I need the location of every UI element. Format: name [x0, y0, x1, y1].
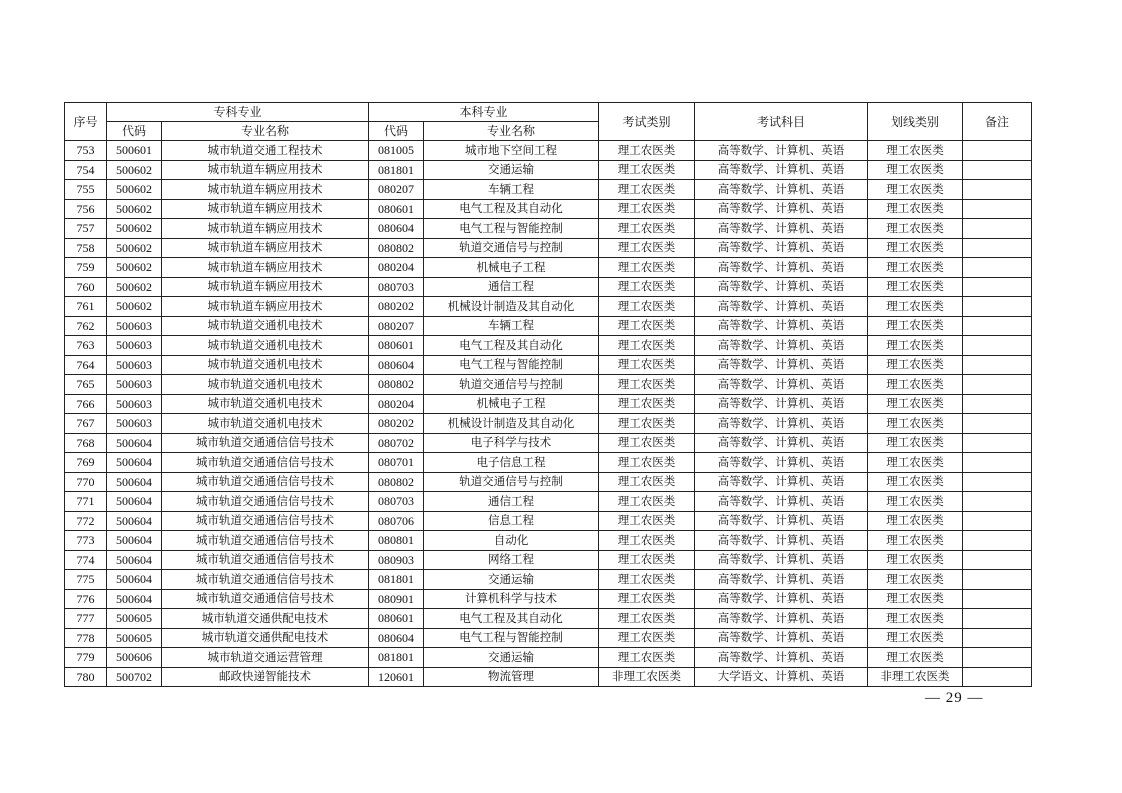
cell-exam-subjects: 高等数学、计算机、英语: [695, 394, 868, 414]
cell-line-type: 理工农医类: [868, 609, 963, 629]
header-seq: 序号: [65, 103, 107, 141]
cell-line-type: 理工农医类: [868, 628, 963, 648]
cell-zhuanke-code: 500602: [107, 258, 162, 278]
cell-seq: 754: [65, 160, 107, 180]
cell-seq: 758: [65, 238, 107, 258]
cell-seq: 779: [65, 648, 107, 668]
cell-line-type: 理工农医类: [868, 355, 963, 375]
cell-seq: 768: [65, 433, 107, 453]
cell-line-type: 理工农医类: [868, 219, 963, 239]
table-row: [65, 375, 1032, 395]
cell-benke-code: 081801: [369, 160, 424, 180]
cell-benke-name: 机械设计制造及其自动化: [424, 297, 599, 317]
cell-remark: [963, 648, 1032, 668]
cell-remark: [963, 160, 1032, 180]
cell-zhuanke-name: 城市轨道交通机电技术: [162, 316, 369, 336]
cell-benke-name: 电气工程及其自动化: [424, 336, 599, 356]
cell-remark: [963, 199, 1032, 219]
cell-seq: 772: [65, 511, 107, 531]
cell-seq: 777: [65, 609, 107, 629]
admission-table: [64, 102, 1032, 687]
cell-benke-code: 080604: [369, 628, 424, 648]
cell-exam-type: 理工农医类: [599, 316, 695, 336]
cell-zhuanke-name: 城市轨道交通通信信号技术: [162, 472, 369, 492]
cell-line-type: 理工农医类: [868, 180, 963, 200]
cell-zhuanke-code: 500603: [107, 375, 162, 395]
cell-zhuanke-name: 城市轨道交通机电技术: [162, 394, 369, 414]
cell-zhuanke-code: 500601: [107, 141, 162, 161]
cell-benke-name: 网络工程: [424, 550, 599, 570]
cell-zhuanke-name: 邮政快递智能技术: [162, 667, 369, 687]
table-body: [65, 141, 1032, 687]
header-benke-name: 专业名称: [424, 122, 599, 141]
cell-exam-type: 理工农医类: [599, 258, 695, 278]
cell-line-type: 非理工农医类: [868, 667, 963, 687]
cell-line-type: 理工农医类: [868, 297, 963, 317]
cell-line-type: 理工农医类: [868, 375, 963, 395]
cell-benke-code: 080901: [369, 589, 424, 609]
cell-zhuanke-code: 500604: [107, 550, 162, 570]
cell-exam-type: 理工农医类: [599, 589, 695, 609]
cell-benke-name: 交通运输: [424, 570, 599, 590]
cell-remark: [963, 531, 1032, 551]
cell-exam-subjects: 高等数学、计算机、英语: [695, 141, 868, 161]
cell-exam-subjects: 高等数学、计算机、英语: [695, 219, 868, 239]
cell-exam-subjects: 高等数学、计算机、英语: [695, 472, 868, 492]
table-row: [65, 609, 1032, 629]
cell-benke-code: 080801: [369, 531, 424, 551]
cell-zhuanke-code: 500603: [107, 316, 162, 336]
cell-exam-subjects: 高等数学、计算机、英语: [695, 199, 868, 219]
cell-line-type: 理工农医类: [868, 160, 963, 180]
cell-exam-type: 理工农医类: [599, 472, 695, 492]
table-row: [65, 180, 1032, 200]
table-row: [65, 355, 1032, 375]
cell-seq: 764: [65, 355, 107, 375]
table-row: [65, 531, 1032, 551]
cell-seq: 760: [65, 277, 107, 297]
cell-zhuanke-code: 500603: [107, 336, 162, 356]
page-number: — 29 —: [925, 690, 984, 706]
cell-benke-name: 轨道交通信号与控制: [424, 375, 599, 395]
cell-benke-name: 车辆工程: [424, 180, 599, 200]
cell-seq: 771: [65, 492, 107, 512]
cell-benke-code: 080202: [369, 414, 424, 434]
cell-exam-subjects: 高等数学、计算机、英语: [695, 180, 868, 200]
cell-benke-code: 080207: [369, 316, 424, 336]
cell-line-type: 理工农医类: [868, 550, 963, 570]
header-zhuanke: 专科专业: [107, 103, 369, 122]
cell-exam-subjects: 高等数学、计算机、英语: [695, 375, 868, 395]
cell-exam-subjects: 高等数学、计算机、英语: [695, 550, 868, 570]
table-header: [65, 103, 1032, 141]
cell-seq: 778: [65, 628, 107, 648]
cell-zhuanke-name: 城市轨道交通供配电技术: [162, 628, 369, 648]
cell-line-type: 理工农医类: [868, 258, 963, 278]
cell-benke-name: 轨道交通信号与控制: [424, 472, 599, 492]
cell-exam-subjects: 高等数学、计算机、英语: [695, 433, 868, 453]
table-row: [65, 277, 1032, 297]
cell-seq: 759: [65, 258, 107, 278]
cell-exam-subjects: 高等数学、计算机、英语: [695, 511, 868, 531]
table-row: [65, 141, 1032, 161]
cell-benke-name: 电气工程与智能控制: [424, 355, 599, 375]
cell-zhuanke-code: 500602: [107, 277, 162, 297]
cell-zhuanke-code: 500602: [107, 199, 162, 219]
cell-line-type: 理工农医类: [868, 589, 963, 609]
cell-seq: 753: [65, 141, 107, 161]
cell-line-type: 理工农医类: [868, 238, 963, 258]
cell-benke-code: 080604: [369, 219, 424, 239]
cell-line-type: 理工农医类: [868, 433, 963, 453]
cell-zhuanke-code: 500603: [107, 355, 162, 375]
table-row: [65, 472, 1032, 492]
cell-benke-name: 机械电子工程: [424, 258, 599, 278]
cell-zhuanke-name: 城市轨道交通通信信号技术: [162, 511, 369, 531]
cell-zhuanke-code: 500602: [107, 180, 162, 200]
cell-line-type: 理工农医类: [868, 316, 963, 336]
header-line-type: 划线类别: [868, 103, 963, 141]
cell-zhuanke-name: 城市轨道车辆应用技术: [162, 180, 369, 200]
cell-zhuanke-name: 城市轨道交通工程技术: [162, 141, 369, 161]
cell-seq: 767: [65, 414, 107, 434]
cell-seq: 774: [65, 550, 107, 570]
cell-benke-name: 电气工程及其自动化: [424, 609, 599, 629]
cell-line-type: 理工农医类: [868, 531, 963, 551]
cell-zhuanke-name: 城市轨道交通通信信号技术: [162, 453, 369, 473]
cell-seq: 761: [65, 297, 107, 317]
cell-benke-name: 轨道交通信号与控制: [424, 238, 599, 258]
cell-seq: 770: [65, 472, 107, 492]
cell-seq: 773: [65, 531, 107, 551]
cell-zhuanke-name: 城市轨道车辆应用技术: [162, 219, 369, 239]
cell-exam-type: 理工农医类: [599, 570, 695, 590]
cell-zhuanke-name: 城市轨道交通通信信号技术: [162, 589, 369, 609]
cell-seq: 763: [65, 336, 107, 356]
cell-benke-name: 交通运输: [424, 160, 599, 180]
cell-remark: [963, 316, 1032, 336]
cell-exam-type: 理工农医类: [599, 336, 695, 356]
table-row: [65, 160, 1032, 180]
cell-benke-name: 交通运输: [424, 648, 599, 668]
cell-zhuanke-name: 城市轨道车辆应用技术: [162, 258, 369, 278]
cell-benke-code: 080601: [369, 609, 424, 629]
table-row: [65, 336, 1032, 356]
cell-zhuanke-name: 城市轨道车辆应用技术: [162, 277, 369, 297]
cell-seq: 766: [65, 394, 107, 414]
table-row: [65, 414, 1032, 434]
cell-exam-subjects: 高等数学、计算机、英语: [695, 609, 868, 629]
cell-remark: [963, 628, 1032, 648]
cell-exam-type: 理工农医类: [599, 180, 695, 200]
cell-remark: [963, 141, 1032, 161]
cell-zhuanke-name: 城市轨道车辆应用技术: [162, 160, 369, 180]
cell-line-type: 理工农医类: [868, 394, 963, 414]
cell-remark: [963, 570, 1032, 590]
table-row: [65, 433, 1032, 453]
header-zhuanke-code: 代码: [107, 122, 162, 141]
cell-zhuanke-code: 500604: [107, 492, 162, 512]
cell-benke-code: 081801: [369, 648, 424, 668]
cell-exam-type: 理工农医类: [599, 199, 695, 219]
cell-benke-code: 080604: [369, 355, 424, 375]
cell-remark: [963, 394, 1032, 414]
cell-exam-type: 理工农医类: [599, 453, 695, 473]
cell-zhuanke-code: 500605: [107, 628, 162, 648]
cell-remark: [963, 433, 1032, 453]
cell-exam-type: 理工农医类: [599, 511, 695, 531]
cell-zhuanke-code: 500603: [107, 414, 162, 434]
cell-exam-subjects: 高等数学、计算机、英语: [695, 531, 868, 551]
cell-benke-code: 080903: [369, 550, 424, 570]
table-row: [65, 648, 1032, 668]
cell-benke-name: 计算机科学与技术: [424, 589, 599, 609]
cell-remark: [963, 258, 1032, 278]
cell-exam-type: 理工农医类: [599, 277, 695, 297]
cell-zhuanke-name: 城市轨道交通机电技术: [162, 375, 369, 395]
cell-benke-code: 081005: [369, 141, 424, 161]
cell-exam-type: 理工农医类: [599, 628, 695, 648]
cell-benke-code: 080207: [369, 180, 424, 200]
cell-seq: 769: [65, 453, 107, 473]
table-row: [65, 238, 1032, 258]
header-zhuanke-name: 专业名称: [162, 122, 369, 141]
cell-remark: [963, 375, 1032, 395]
cell-benke-name: 电气工程及其自动化: [424, 199, 599, 219]
cell-zhuanke-name: 城市轨道车辆应用技术: [162, 238, 369, 258]
cell-exam-subjects: 高等数学、计算机、英语: [695, 316, 868, 336]
cell-exam-type: 理工农医类: [599, 433, 695, 453]
cell-remark: [963, 511, 1032, 531]
cell-exam-subjects: 高等数学、计算机、英语: [695, 297, 868, 317]
cell-exam-type: 理工农医类: [599, 160, 695, 180]
cell-benke-name: 电子信息工程: [424, 453, 599, 473]
table-row: [65, 550, 1032, 570]
cell-benke-name: 信息工程: [424, 511, 599, 531]
cell-remark: [963, 297, 1032, 317]
cell-zhuanke-code: 500604: [107, 433, 162, 453]
cell-benke-code: 080703: [369, 492, 424, 512]
cell-remark: [963, 180, 1032, 200]
header-benke: 本科专业: [369, 103, 599, 122]
cell-zhuanke-code: 500604: [107, 589, 162, 609]
cell-exam-subjects: 高等数学、计算机、英语: [695, 453, 868, 473]
cell-exam-type: 理工农医类: [599, 375, 695, 395]
cell-benke-code: 120601: [369, 667, 424, 687]
header-exam-type: 考试类别: [599, 103, 695, 141]
cell-remark: [963, 336, 1032, 356]
table-row: [65, 219, 1032, 239]
cell-zhuanke-code: 500604: [107, 453, 162, 473]
table-row: [65, 667, 1032, 687]
table-row: [65, 589, 1032, 609]
table-row: [65, 258, 1032, 278]
cell-remark: [963, 550, 1032, 570]
cell-zhuanke-code: 500606: [107, 648, 162, 668]
cell-remark: [963, 277, 1032, 297]
cell-remark: [963, 667, 1032, 687]
cell-exam-subjects: 高等数学、计算机、英语: [695, 414, 868, 434]
cell-seq: 762: [65, 316, 107, 336]
cell-zhuanke-name: 城市轨道交通通信信号技术: [162, 433, 369, 453]
cell-benke-code: 080204: [369, 394, 424, 414]
cell-line-type: 理工农医类: [868, 414, 963, 434]
cell-zhuanke-name: 城市轨道交通机电技术: [162, 355, 369, 375]
table-row: [65, 297, 1032, 317]
cell-benke-code: 080703: [369, 277, 424, 297]
cell-line-type: 理工农医类: [868, 570, 963, 590]
cell-line-type: 理工农医类: [868, 453, 963, 473]
cell-benke-code: 080601: [369, 199, 424, 219]
cell-exam-subjects: 高等数学、计算机、英语: [695, 648, 868, 668]
cell-benke-name: 通信工程: [424, 277, 599, 297]
cell-exam-type: 理工农医类: [599, 648, 695, 668]
cell-benke-name: 电气工程与智能控制: [424, 219, 599, 239]
cell-exam-subjects: 高等数学、计算机、英语: [695, 628, 868, 648]
cell-exam-subjects: 高等数学、计算机、英语: [695, 355, 868, 375]
cell-benke-name: 电子科学与技术: [424, 433, 599, 453]
cell-remark: [963, 219, 1032, 239]
cell-exam-type: 理工农医类: [599, 550, 695, 570]
table-row: [65, 570, 1032, 590]
cell-exam-type: 理工农医类: [599, 297, 695, 317]
cell-exam-type: 理工农医类: [599, 238, 695, 258]
cell-exam-subjects: 高等数学、计算机、英语: [695, 336, 868, 356]
cell-remark: [963, 472, 1032, 492]
cell-seq: 757: [65, 219, 107, 239]
cell-exam-type: 理工农医类: [599, 609, 695, 629]
cell-benke-code: 081801: [369, 570, 424, 590]
cell-remark: [963, 355, 1032, 375]
cell-zhuanke-code: 500603: [107, 394, 162, 414]
cell-exam-subjects: 高等数学、计算机、英语: [695, 589, 868, 609]
cell-zhuanke-code: 500604: [107, 531, 162, 551]
cell-exam-type: 理工农医类: [599, 394, 695, 414]
cell-zhuanke-code: 500604: [107, 472, 162, 492]
cell-benke-name: 自动化: [424, 531, 599, 551]
cell-benke-name: 机械设计制造及其自动化: [424, 414, 599, 434]
cell-line-type: 理工农医类: [868, 199, 963, 219]
cell-line-type: 理工农医类: [868, 648, 963, 668]
cell-benke-code: 080702: [369, 433, 424, 453]
cell-remark: [963, 589, 1032, 609]
cell-line-type: 理工农医类: [868, 277, 963, 297]
cell-zhuanke-code: 500702: [107, 667, 162, 687]
table-row: [65, 316, 1032, 336]
cell-remark: [963, 609, 1032, 629]
cell-zhuanke-name: 城市轨道交通机电技术: [162, 336, 369, 356]
cell-line-type: 理工农医类: [868, 336, 963, 356]
cell-exam-type: 理工农医类: [599, 219, 695, 239]
cell-zhuanke-code: 500604: [107, 570, 162, 590]
cell-benke-code: 080802: [369, 472, 424, 492]
cell-seq: 776: [65, 589, 107, 609]
cell-zhuanke-name: 城市轨道交通通信信号技术: [162, 550, 369, 570]
cell-zhuanke-code: 500604: [107, 511, 162, 531]
cell-zhuanke-name: 城市轨道车辆应用技术: [162, 199, 369, 219]
cell-exam-type: 非理工农医类: [599, 667, 695, 687]
table-row: [65, 511, 1032, 531]
cell-exam-subjects: 大学语文、计算机、英语: [695, 667, 868, 687]
table-row: [65, 492, 1032, 512]
table-row: [65, 394, 1032, 414]
cell-line-type: 理工农医类: [868, 492, 963, 512]
cell-zhuanke-name: 城市轨道交通运营管理: [162, 648, 369, 668]
cell-zhuanke-code: 500602: [107, 297, 162, 317]
cell-exam-subjects: 高等数学、计算机、英语: [695, 238, 868, 258]
table-row: [65, 199, 1032, 219]
cell-benke-name: 城市地下空间工程: [424, 141, 599, 161]
header-exam-subjects: 考试科目: [695, 103, 868, 141]
table-row: [65, 453, 1032, 473]
cell-exam-type: 理工农医类: [599, 414, 695, 434]
cell-seq: 756: [65, 199, 107, 219]
cell-benke-name: 车辆工程: [424, 316, 599, 336]
cell-remark: [963, 492, 1032, 512]
cell-line-type: 理工农医类: [868, 141, 963, 161]
cell-exam-type: 理工农医类: [599, 355, 695, 375]
cell-zhuanke-code: 500605: [107, 609, 162, 629]
cell-benke-name: 电气工程与智能控制: [424, 628, 599, 648]
cell-zhuanke-name: 城市轨道交通通信信号技术: [162, 531, 369, 551]
cell-zhuanke-code: 500602: [107, 219, 162, 239]
header-remark: 备注: [963, 103, 1032, 141]
cell-zhuanke-name: 城市轨道交通通信信号技术: [162, 570, 369, 590]
cell-benke-code: 080601: [369, 336, 424, 356]
cell-remark: [963, 238, 1032, 258]
cell-benke-name: 通信工程: [424, 492, 599, 512]
cell-benke-code: 080802: [369, 238, 424, 258]
cell-remark: [963, 453, 1032, 473]
cell-exam-subjects: 高等数学、计算机、英语: [695, 258, 868, 278]
cell-benke-code: 080701: [369, 453, 424, 473]
cell-exam-subjects: 高等数学、计算机、英语: [695, 570, 868, 590]
cell-exam-type: 理工农医类: [599, 141, 695, 161]
cell-zhuanke-name: 城市轨道交通机电技术: [162, 414, 369, 434]
cell-zhuanke-code: 500602: [107, 160, 162, 180]
cell-seq: 780: [65, 667, 107, 687]
cell-remark: [963, 414, 1032, 434]
cell-line-type: 理工农医类: [868, 472, 963, 492]
cell-exam-type: 理工农医类: [599, 492, 695, 512]
cell-zhuanke-name: 城市轨道交通通信信号技术: [162, 492, 369, 512]
cell-benke-code: 080706: [369, 511, 424, 531]
cell-zhuanke-code: 500602: [107, 238, 162, 258]
cell-seq: 755: [65, 180, 107, 200]
cell-exam-type: 理工农医类: [599, 531, 695, 551]
cell-exam-subjects: 高等数学、计算机、英语: [695, 492, 868, 512]
cell-exam-subjects: 高等数学、计算机、英语: [695, 277, 868, 297]
cell-seq: 775: [65, 570, 107, 590]
cell-benke-code: 080802: [369, 375, 424, 395]
cell-line-type: 理工农医类: [868, 511, 963, 531]
cell-seq: 765: [65, 375, 107, 395]
cell-benke-code: 080204: [369, 258, 424, 278]
table-row: [65, 628, 1032, 648]
cell-benke-name: 机械电子工程: [424, 394, 599, 414]
cell-zhuanke-name: 城市轨道交通供配电技术: [162, 609, 369, 629]
header-benke-code: 代码: [369, 122, 424, 141]
cell-benke-name: 物流管理: [424, 667, 599, 687]
cell-zhuanke-name: 城市轨道车辆应用技术: [162, 297, 369, 317]
cell-benke-code: 080202: [369, 297, 424, 317]
cell-exam-subjects: 高等数学、计算机、英语: [695, 160, 868, 180]
